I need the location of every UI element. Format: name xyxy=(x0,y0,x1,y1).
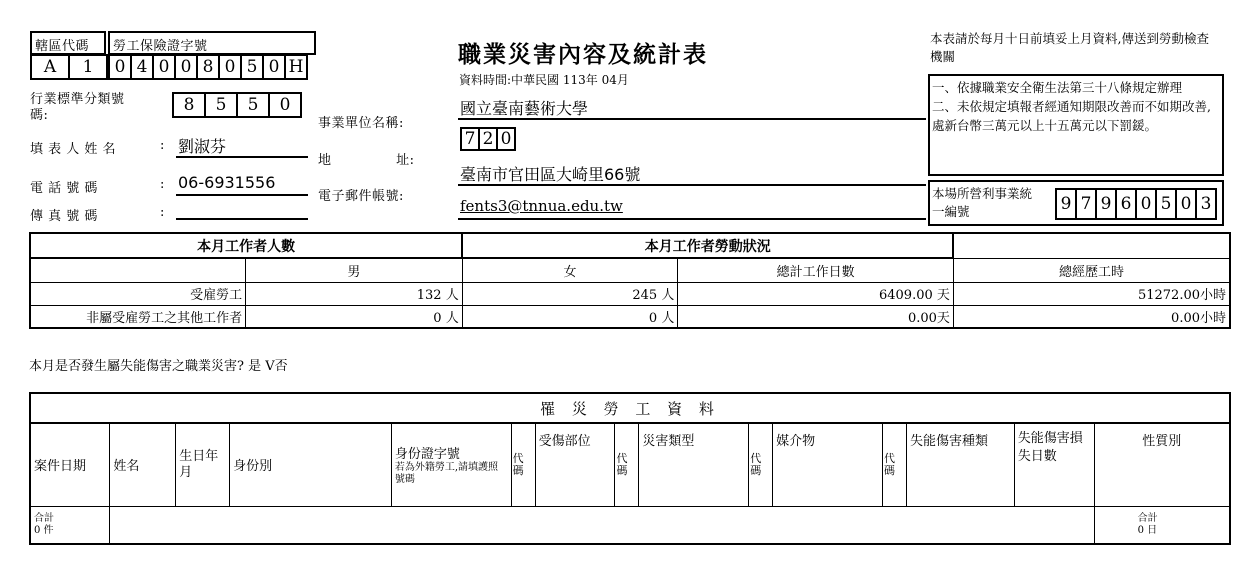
phone-value: 06-6931556 xyxy=(178,173,276,192)
tax-id-cell: 7 xyxy=(1075,188,1097,220)
birth-header: 生日年月 xyxy=(176,423,230,506)
data-period: 資料時間:中華民國 113年 04月 xyxy=(459,73,629,87)
region-code-label-box xyxy=(30,31,106,55)
work-days: 0.00天 xyxy=(678,305,954,328)
filler-name-underline xyxy=(176,156,308,158)
postal-code-cell: 0 xyxy=(496,127,516,151)
name-header: 姓名 xyxy=(110,423,176,506)
worker-stats-table xyxy=(29,232,1231,329)
total-lost-days xyxy=(1094,506,1230,544)
colon: : xyxy=(160,205,165,220)
male-header: 男 xyxy=(246,258,463,282)
tax-id-cell: 9 xyxy=(1095,188,1117,220)
notice-top: 本表請於每月十日前填妥上月資料,傳送到勞動檢查機關 xyxy=(930,31,1209,64)
region-code-cell: 1 xyxy=(68,54,108,80)
insurance-no-cell: 4 xyxy=(130,54,154,80)
medium-header: 媒介物 xyxy=(773,423,883,506)
industry-code-cell: 5 xyxy=(236,92,270,118)
female-header: 女 xyxy=(462,258,678,282)
tax-id-cell: 3 xyxy=(1195,188,1217,220)
insurance-no-cell: 8 xyxy=(196,54,220,80)
total-days-header: 總計工作日數 xyxy=(678,258,954,282)
fax-underline xyxy=(176,218,308,220)
gender-header: 性質別 xyxy=(1094,423,1230,506)
labor-header: 本月工作者勞動狀況 xyxy=(462,233,953,258)
postal-code-cell: 2 xyxy=(478,127,498,151)
male-count: 132 人 xyxy=(246,282,463,305)
filler-name-label: 填 表 人 姓 名 xyxy=(30,142,117,157)
insurance-no-cell: 0 xyxy=(108,54,132,80)
employer-name: 國立臺南藝術大學 xyxy=(460,99,589,118)
insurance-no-cell: 5 xyxy=(240,54,264,80)
lost-days-header: 失能傷害損失日數 xyxy=(1014,423,1094,506)
tax-id-cell: 5 xyxy=(1155,188,1177,220)
colon: : xyxy=(160,138,165,153)
insurance-no-cell: 0 xyxy=(262,54,286,80)
id-no-note: 若為外籍勞工,請填護照號碼 xyxy=(394,462,499,486)
phone-underline xyxy=(176,194,308,196)
region-code-cells xyxy=(30,54,108,80)
disability-type-header: 失能傷害種類 xyxy=(906,423,1014,506)
industry-code-cells xyxy=(172,92,302,118)
postal-code-cell: 7 xyxy=(460,127,480,151)
region-code-cell: A xyxy=(30,54,70,80)
case-date-header: 案件日期 xyxy=(30,423,110,506)
industry-code-cell: 0 xyxy=(268,92,302,118)
id-no-label: 身份證字號 xyxy=(394,447,460,463)
row-label: 受雇勞工 xyxy=(30,282,246,305)
employer-name-underline xyxy=(458,118,926,120)
injured-part-header: 受傷部位 xyxy=(535,423,615,506)
insurance-no-cell: 0 xyxy=(152,54,176,80)
insurance-no-cell: 0 xyxy=(174,54,198,80)
employer-name-label: 事業單位名稱: xyxy=(318,116,404,131)
email-label: 電子郵件帳號: xyxy=(318,189,404,204)
postal-code-cells xyxy=(460,127,516,151)
insurance-no-label: 勞工保險證字號 xyxy=(113,39,208,54)
address-label: 地 址: xyxy=(318,153,415,168)
industry-code-label-2: 碼: xyxy=(30,108,49,123)
row-label: 非屬受雇勞工之其他工作者 xyxy=(30,305,246,328)
form-title: 職業災害內容及統計表 xyxy=(458,41,708,68)
industry-code-cell: 5 xyxy=(204,92,238,118)
notice-box xyxy=(928,74,1224,176)
total-hours-header: 總經歷工時 xyxy=(953,258,1230,282)
insurance-no-cell: 0 xyxy=(218,54,242,80)
work-hours: 0.00小時 xyxy=(953,305,1230,328)
industry-code-label: 行業標準分類號 xyxy=(30,92,125,107)
insurance-no-cell: H xyxy=(284,54,308,80)
email-value[interactable]: fents3@tnnua.edu.tw xyxy=(460,197,623,215)
code-header: 代碼 xyxy=(615,423,639,506)
total-cases: 合計 0 件 xyxy=(30,506,110,544)
fax-label: 傳 真 號 碼 xyxy=(30,209,98,224)
injured-worker-table xyxy=(29,392,1231,545)
work-days: 6409.00 天 xyxy=(678,282,954,305)
tax-id-cell: 0 xyxy=(1175,188,1197,220)
injured-table-title: 罹 災 勞 工 資 料 xyxy=(30,393,1230,423)
female-count: 245 人 xyxy=(462,282,678,305)
region-code-label: 轄區代碼 xyxy=(35,39,90,54)
table-row xyxy=(30,282,1230,305)
tax-id-cell: 0 xyxy=(1135,188,1157,220)
code-header: 代碼 xyxy=(882,423,906,506)
total-lost-days-text: 合計 0 日 xyxy=(1137,512,1158,536)
code-header: 代碼 xyxy=(749,423,773,506)
industry-code-cell: 8 xyxy=(172,92,206,118)
notice-text: 一、依據職業安全衛生法第三十八條規定辦理 二、未依規定填報者經通知期限改善而不如期改善,處新台幣三萬元以上十五萬元以下罰鍰。 xyxy=(932,80,1211,133)
insurance-no-label-box xyxy=(108,31,316,55)
empty-header-cell xyxy=(30,258,246,282)
colon: : xyxy=(160,177,165,192)
disaster-type-header: 災害類型 xyxy=(639,423,749,506)
table-row xyxy=(30,305,1230,328)
tax-id-label: 本場所營利事業統一編號 xyxy=(932,186,1033,219)
male-count: 0 人 xyxy=(246,305,463,328)
email-underline xyxy=(458,218,926,220)
totals-blank xyxy=(110,506,1094,544)
code-header: 代碼 xyxy=(511,423,535,506)
phone-label: 電 話 號 碼 xyxy=(30,181,98,196)
workers-header: 本月工作者人數 xyxy=(30,233,462,258)
tax-id-cell: 9 xyxy=(1055,188,1077,220)
filler-name: 劉淑芬 xyxy=(178,137,227,156)
tax-id-cell: 6 xyxy=(1115,188,1137,220)
address-value: 臺南市官田區大崎里66號 xyxy=(460,165,641,184)
insurance-no-cells xyxy=(108,54,308,80)
address-underline xyxy=(458,184,926,186)
female-count: 0 人 xyxy=(462,305,678,328)
disability-question: 本月是否發生屬失能傷害之職業災害? 是 V否 xyxy=(29,359,288,374)
tax-id-cells xyxy=(1055,188,1217,220)
table-row xyxy=(30,506,1230,544)
id-no-header xyxy=(391,423,511,506)
identity-header: 身份別 xyxy=(230,423,392,506)
work-hours: 51272.00小時 xyxy=(953,282,1230,305)
